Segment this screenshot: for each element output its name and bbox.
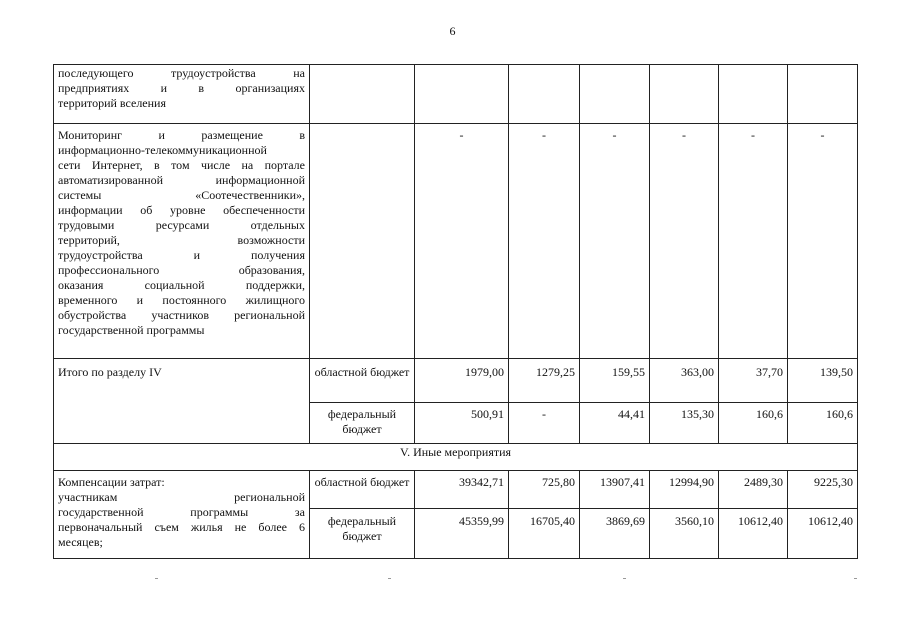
desc-line: системы «Соотечественники», — [58, 188, 305, 202]
value-cell: - — [650, 124, 719, 359]
value-cell: 9225,30 — [788, 471, 858, 509]
value-cell — [580, 65, 650, 124]
budget-source-cell: федеральный бюджет — [310, 403, 415, 444]
value-cell: - — [580, 124, 650, 359]
desc-line: предприятиях и в организациях — [58, 81, 305, 95]
desc-line: обустройства участников региональной — [58, 308, 305, 322]
desc-line: информации об уровне обеспеченности — [58, 203, 305, 217]
page-number: 6 — [449, 24, 456, 38]
budget-source-cell: областной бюджет — [310, 359, 415, 403]
budget-source-cell — [310, 124, 415, 359]
desc-line: трудоустройства и получения — [58, 248, 305, 262]
value-cell — [509, 65, 580, 124]
desc-line: профессионального образования, — [58, 263, 305, 277]
budget-source-cell: областной бюджет — [310, 471, 415, 509]
desc-line: территорий, возможности — [58, 233, 305, 247]
value-cell: - — [788, 124, 858, 359]
row-description — [54, 471, 310, 559]
value-cell: - — [719, 124, 788, 359]
value-cell: 725,80 — [509, 471, 580, 509]
desc-line: первоначальный съем жилья не более 6 — [58, 520, 305, 534]
scan-mark — [155, 578, 158, 579]
budget-source-cell — [310, 65, 415, 124]
row-description — [54, 65, 310, 124]
value-cell: 12994,90 — [650, 471, 719, 509]
desc-line: последующего трудоустройства на — [58, 66, 305, 80]
row-description — [54, 124, 310, 359]
scan-mark — [388, 578, 391, 579]
value-cell: 16705,40 — [509, 509, 580, 559]
value-cell: 3869,69 — [580, 509, 650, 559]
desc-line: оказания социальной поддержки, — [58, 278, 305, 292]
desc-line: автоматизированной информационной — [58, 173, 305, 187]
value-cell: 10612,40 — [788, 509, 858, 559]
desc-line: участникам региональной — [58, 490, 305, 504]
value-cell: 3560,10 — [650, 509, 719, 559]
value-cell: 135,30 — [650, 403, 719, 444]
desc-line: сети Интернет, в том числе на портале — [58, 158, 305, 172]
value-cell: 1279,25 — [509, 359, 580, 403]
desc-line: информационно-телекоммуникационной — [58, 143, 267, 157]
value-cell: 1979,00 — [415, 359, 509, 403]
value-cell: 500,91 — [415, 403, 509, 444]
section-title: V. Иные мероприятия — [54, 444, 858, 471]
value-cell — [719, 65, 788, 124]
value-cell: 39342,71 — [415, 471, 509, 509]
table-row — [54, 124, 858, 359]
table-row — [54, 65, 858, 124]
itogo-label: Итого по разделу IV — [54, 359, 310, 444]
desc-line: государственной программы — [58, 323, 205, 337]
value-cell: 363,00 — [650, 359, 719, 403]
value-cell — [788, 65, 858, 124]
value-cell: 159,55 — [580, 359, 650, 403]
table-row — [54, 359, 858, 403]
value-cell: 45359,99 — [415, 509, 509, 559]
scan-mark — [623, 578, 626, 579]
desc-line: Компенсации затрат: — [58, 475, 165, 489]
value-cell: 160,6 — [788, 403, 858, 444]
desc-line: Мониторинг и размещение в — [58, 128, 305, 142]
value-cell: 139,50 — [788, 359, 858, 403]
desc-line: месяцев; — [58, 535, 103, 549]
value-cell: 10612,40 — [719, 509, 788, 559]
table-row — [54, 471, 858, 509]
value-cell: 13907,41 — [580, 471, 650, 509]
value-cell — [650, 65, 719, 124]
budget-table — [53, 64, 858, 559]
desc-line: государственной программы за — [58, 505, 305, 519]
value-cell: - — [509, 403, 580, 444]
desc-line: временного и постоянного жилищного — [58, 293, 305, 307]
desc-line: территорий вселения — [58, 96, 166, 110]
desc-line: трудовыми ресурсами отдельных — [58, 218, 305, 232]
value-cell: 37,70 — [719, 359, 788, 403]
value-cell: - — [415, 124, 509, 359]
value-cell: 160,6 — [719, 403, 788, 444]
budget-source-cell: федеральный бюджет — [310, 509, 415, 559]
value-cell: 2489,30 — [719, 471, 788, 509]
scan-mark — [854, 578, 857, 579]
value-cell — [415, 65, 509, 124]
value-cell: 44,41 — [580, 403, 650, 444]
value-cell: - — [509, 124, 580, 359]
section-header-row — [54, 444, 858, 471]
